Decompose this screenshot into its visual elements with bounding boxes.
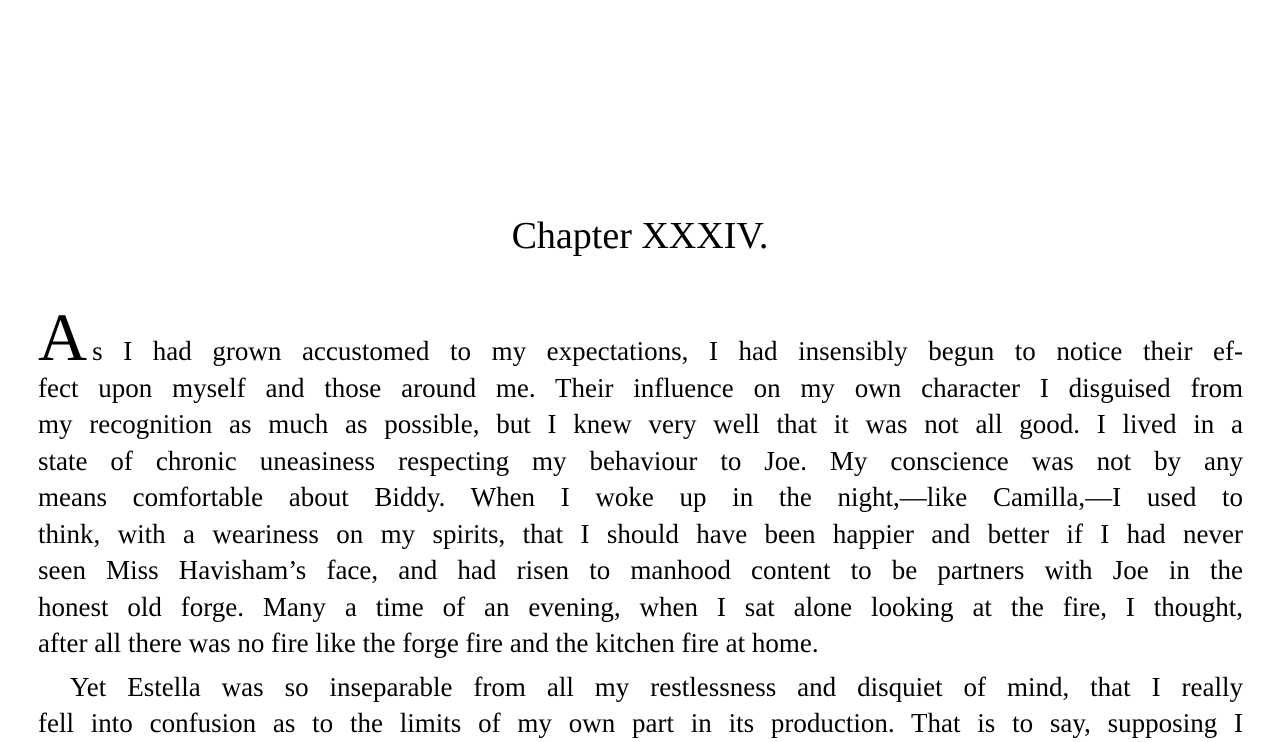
text-line: Yet Estella was so inseparable from all my restlessness and disquiet of mind, that I really — [70, 671, 1243, 702]
paragraph — [38, 299, 1243, 662]
text-line: my recognition as much as possible, but I knew very well that it was not all good. I lived in a — [38, 409, 1243, 439]
text-line: honest old forge. Many a time of an evening, when I sat alone looking at the fire, I thought, — [38, 591, 1243, 622]
text-line: state of chronic uneasiness respecting my behaviour to Joe. My conscience was not by any — [38, 445, 1243, 476]
paragraph — [38, 669, 1243, 742]
text-line: fect upon myself and those around me. Their influence on my own character I disguised from — [38, 372, 1243, 403]
text-line: means comfortable about Biddy. When I woke up in the night,—like Camilla,—I used to — [38, 482, 1243, 512]
text-line: after all there was no fire like the forge fire and the kitchen fire at home. — [38, 628, 819, 658]
text-line-rest: s I had grown accustomed to my expectations, I had insensibly begun to notice their ef- — [92, 336, 1243, 366]
text-line: fell into confusion as to the limits of my own part in its production. That is to say, supposing I — [38, 708, 1243, 738]
text-line: seen Miss Havisham’s face, and had risen to manhood content to be partners with Joe in the — [38, 555, 1243, 585]
chapter-body — [38, 299, 1243, 742]
text-line: think, with a weariness on my spirits, that I should have been happier and better if I had never — [38, 518, 1243, 549]
drop-cap: A — [38, 299, 88, 375]
text-line — [38, 299, 1243, 375]
chapter-heading: Chapter XXXIV. — [511, 215, 769, 257]
